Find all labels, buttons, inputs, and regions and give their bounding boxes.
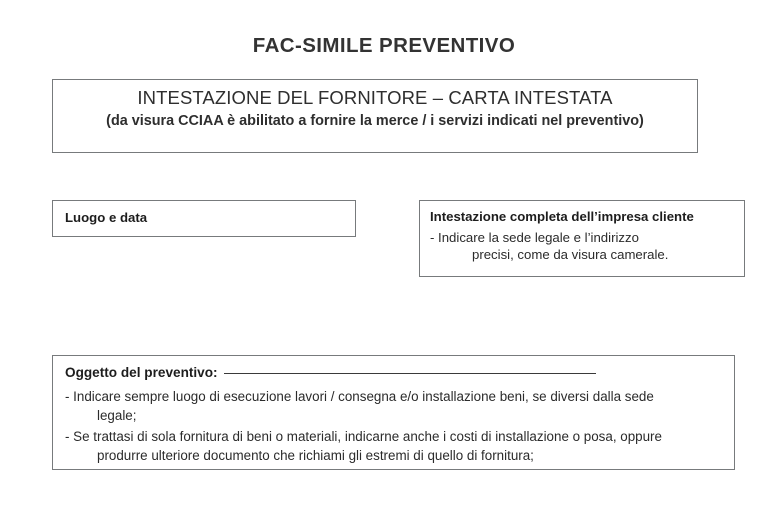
supplier-letterhead-subtitle: (da visura CCIAA è abilitato a fornire la merce / i servizi indicati nel preventivo) <box>106 113 644 130</box>
list-item <box>65 387 722 425</box>
quotation-subject-notes <box>65 387 722 465</box>
place-and-date-label: Luogo e data <box>65 210 148 225</box>
client-header-title: Intestazione completa dell’impresa cliente <box>430 209 694 224</box>
quotation-subject-box <box>52 355 735 470</box>
quotation-subject-fill-rule[interactable] <box>224 373 596 374</box>
quotation-subject-label: Oggetto del preventivo: <box>65 365 218 380</box>
supplier-letterhead-box <box>52 79 698 153</box>
client-header-note-line2: precisi, come da visura camerale. <box>472 246 669 262</box>
client-header-note <box>430 229 734 264</box>
list-item-line1: - Se trattasi di sola fornitura di beni o materiali, indicarne anche i costi di installazione o posa, oppure <box>65 429 662 445</box>
place-and-date-box <box>52 200 356 237</box>
list-item-line1: - Indicare sempre luogo di esecuzione lavori / consegna e/o installazione beni, se diversi dalla sede <box>65 389 654 404</box>
list-item-line2: legale; <box>97 408 137 424</box>
list-item <box>65 427 722 465</box>
quotation-subject-line <box>65 365 722 380</box>
list-item-line2: produrre ulteriore documento che richiami gli estremi di quello di fornitura; <box>97 448 534 464</box>
page-title: FAC-SIMILE PREVENTIVO <box>252 34 516 57</box>
supplier-letterhead-title: INTESTAZIONE DEL FORNITORE – CARTA INTESTATA <box>137 87 613 108</box>
client-header-box <box>419 200 745 277</box>
client-header-note-line1: - Indicare la sede legale e l’indirizzo <box>430 229 639 245</box>
